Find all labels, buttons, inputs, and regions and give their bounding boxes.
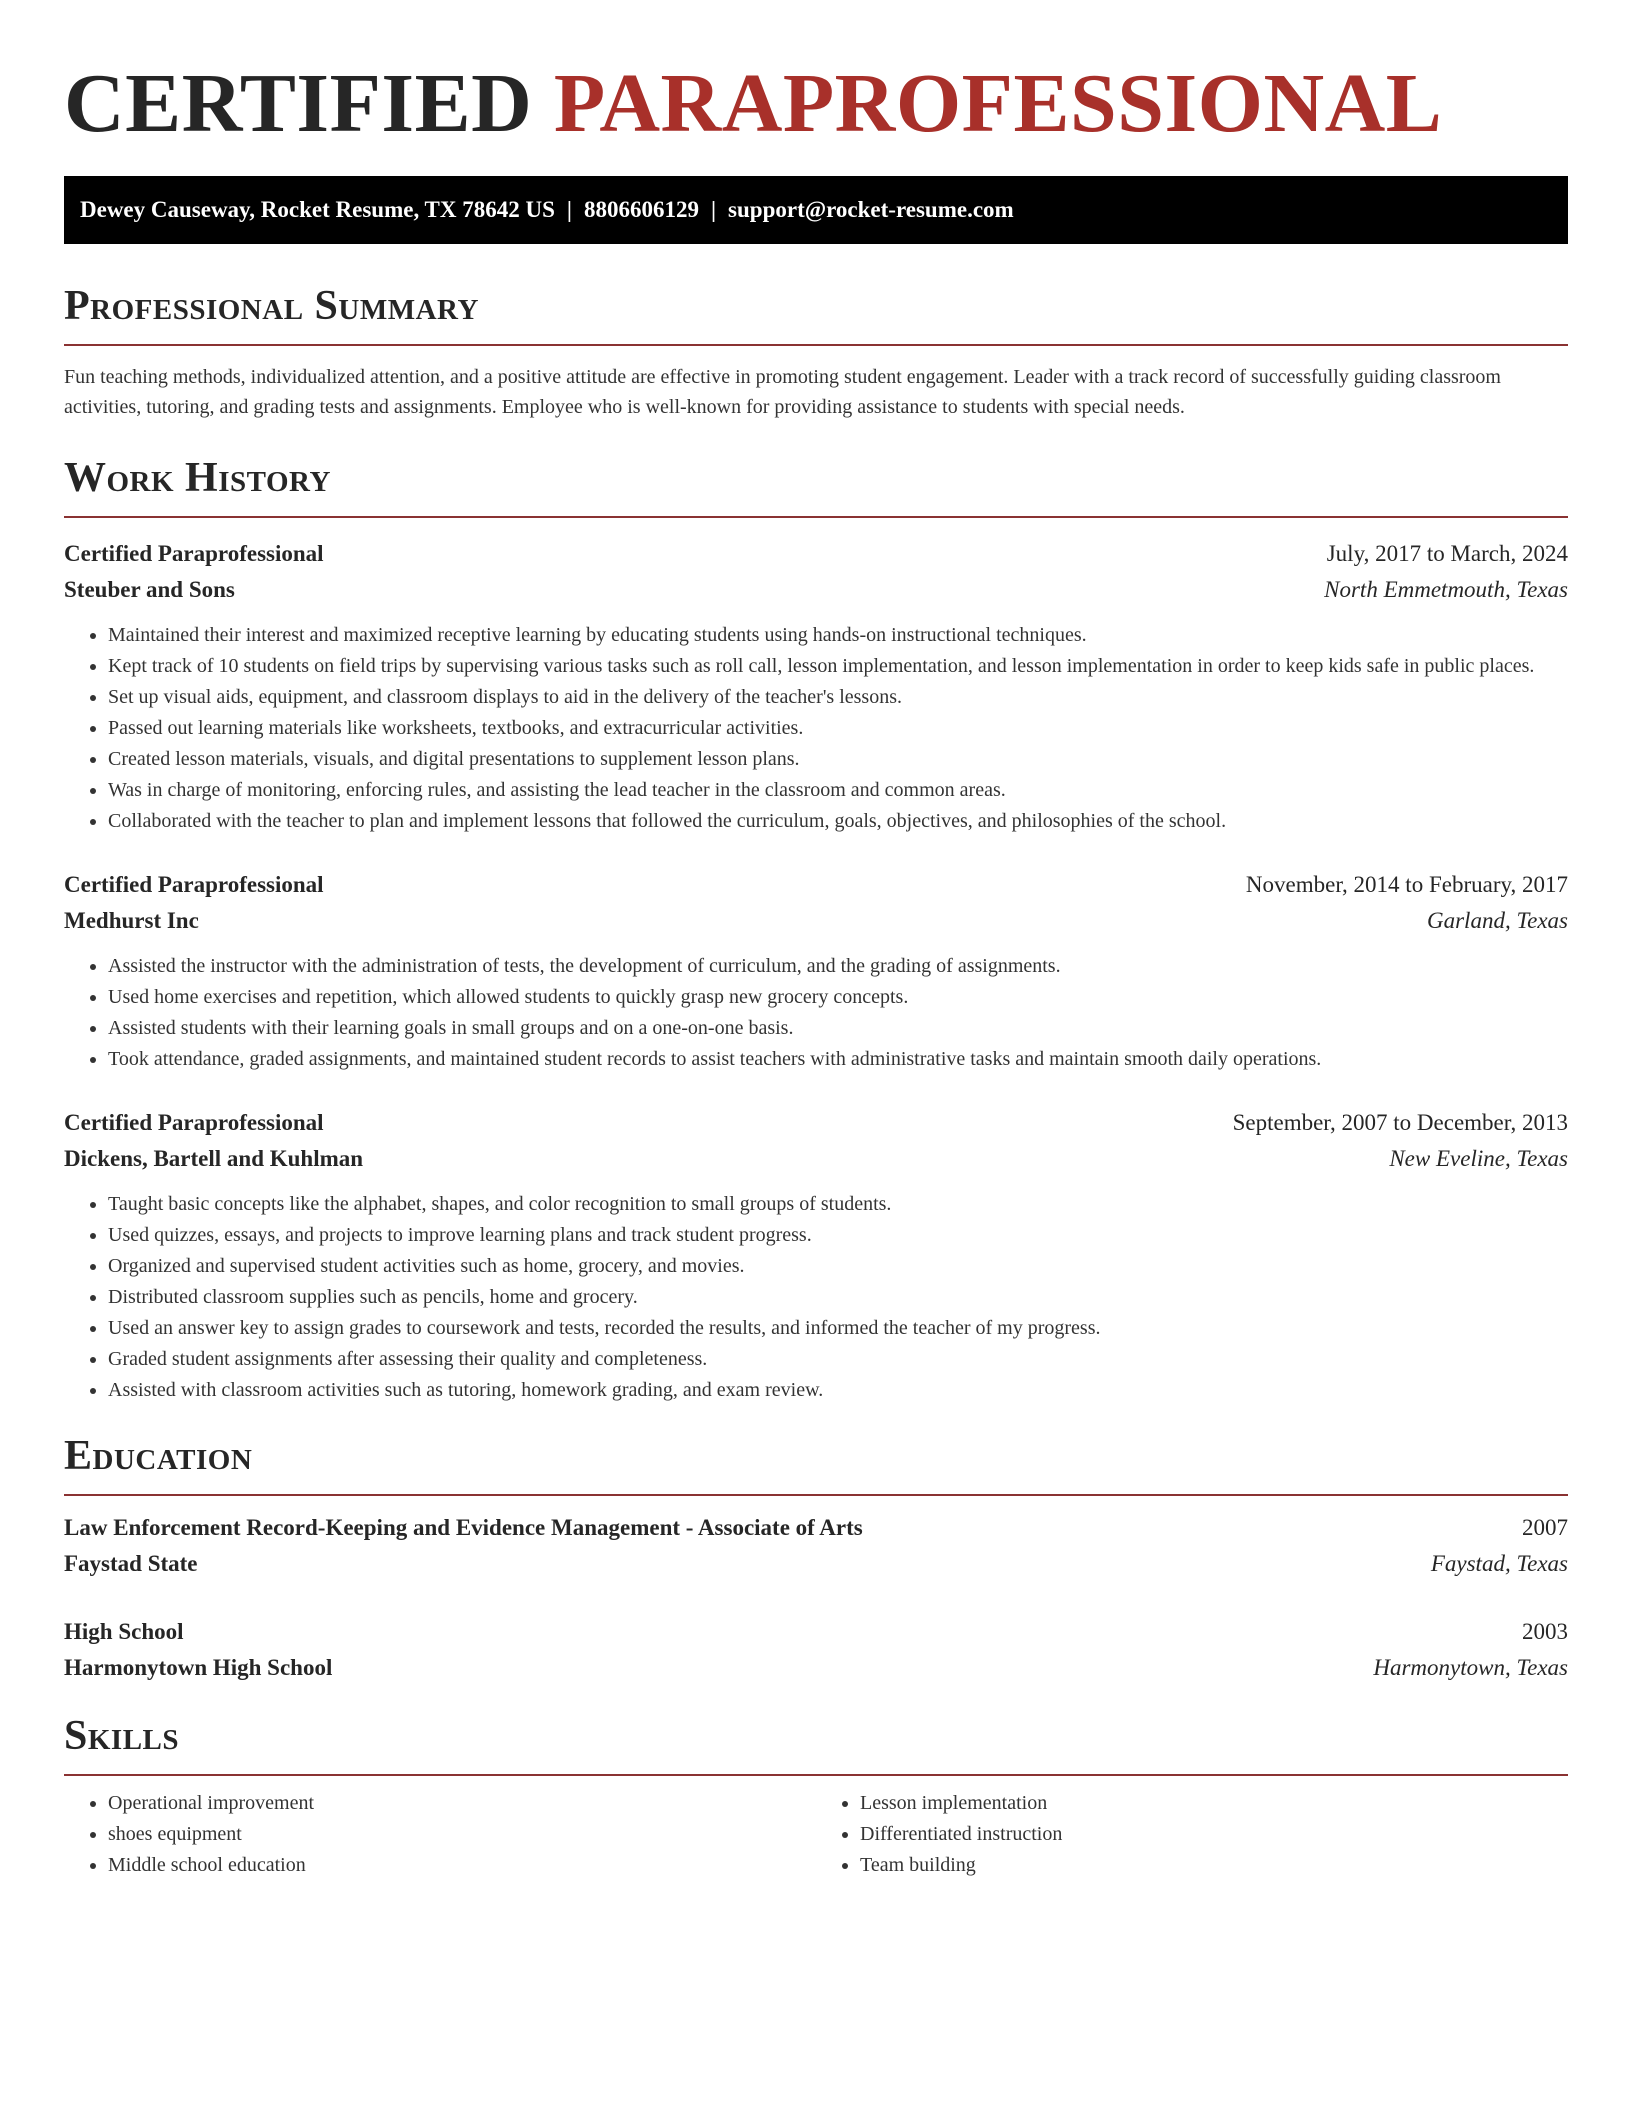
job-entry — [64, 536, 1568, 837]
education-school: Harmonytown High School — [64, 1655, 333, 1680]
summary-text: Fun teaching methods, individualized attention, and a positive attitude are effective in promoting student engagement. Leader with a track record of successfully guiding classroom activities, tutoring, and grading tests and assignments. Employee who is well-known for providing assistance to students with special needs. — [64, 366, 1501, 418]
education-location: Harmonytown, Texas — [1373, 1655, 1568, 1680]
list-item: • Kept track of 10 students on field trips by supervising various tasks such as roll call, lesson implementation, and lesson implementation in order to keep kids safe in public places. — [108, 651, 1568, 682]
section-divider — [64, 344, 1568, 346]
skills-section — [64, 1710, 1568, 1881]
job-bullets — [64, 620, 1568, 837]
job-location: North Emmetmouth, Texas — [1324, 577, 1568, 602]
skill-item: • Differentiated instruction — [860, 1819, 1568, 1850]
section-divider — [64, 1494, 1568, 1496]
job-company: Steuber and Sons — [64, 577, 235, 602]
skill-item: • Operational improvement — [108, 1788, 816, 1819]
education-year: 2003 — [1522, 1619, 1568, 1644]
job-dates: November, 2014 to February, 2017 — [1245, 872, 1568, 897]
list-item: • Taught basic concepts like the alphabet, shapes, and color recognition to small groups of students. — [108, 1189, 1568, 1220]
work-history-section — [64, 452, 1568, 1406]
job-entry — [64, 867, 1568, 1075]
job-dates: September, 2007 to December, 2013 — [1232, 1110, 1568, 1135]
job-bullets — [64, 1189, 1568, 1406]
list-item: • Used home exercises and repetition, which allowed students to quickly grasp new grocery concepts. — [108, 982, 1568, 1013]
education-section — [64, 1430, 1568, 1686]
job-bullets — [64, 951, 1568, 1075]
contact-phone: 8806606129 — [583, 197, 699, 222]
list-item: • Assisted students with their learning goals in small groups and on a one-on-one basis. — [108, 1013, 1568, 1044]
list-item: • Passed out learning materials like worksheets, textbooks, and extracurricular activities. — [108, 713, 1568, 744]
skill-item: • Middle school education — [108, 1850, 816, 1881]
resume-name — [64, 0, 1568, 176]
skills-columns — [64, 1788, 1568, 1881]
education-entry — [64, 1510, 1568, 1582]
section-title-education: Education — [64, 1433, 253, 1479]
section-title-skills: Skills — [64, 1713, 180, 1759]
skill-item: • shoes equipment — [108, 1819, 816, 1850]
job-company: Medhurst Inc — [64, 908, 199, 933]
name-first: CERTIFIED — [64, 57, 533, 150]
list-item: • Maintained their interest and maximized receptive learning by educating students using hands-on instructional techniques. — [108, 620, 1568, 651]
job-entry — [64, 1105, 1568, 1406]
list-item: • Created lesson materials, visuals, and digital presentations to supplement lesson plans. — [108, 744, 1568, 775]
skill-item: • Lesson implementation — [860, 1788, 1568, 1819]
contact-separator: | — [566, 197, 572, 222]
section-title-work-history: Work History — [64, 455, 331, 501]
education-degree: High School — [64, 1619, 184, 1644]
list-item: • Assisted the instructor with the administration of tests, the development of curriculum, and the grading of assignments. — [108, 951, 1568, 982]
section-title-summary: Professional Summary — [64, 283, 479, 329]
list-item: • Distributed classroom supplies such as pencils, home and grocery. — [108, 1282, 1568, 1313]
summary-section — [64, 280, 1568, 422]
skills-list-left — [64, 1788, 816, 1881]
section-divider — [64, 1774, 1568, 1776]
list-item: • Used an answer key to assign grades to coursework and tests, recorded the results, and informed the teacher of my progress. — [108, 1313, 1568, 1344]
education-year: 2007 — [1522, 1515, 1568, 1540]
contact-email: support@rocket-resume.com — [728, 197, 1014, 222]
job-location: Garland, Texas — [1427, 908, 1568, 933]
education-degree: Law Enforcement Record-Keeping and Evidence Management - Associate of Arts — [64, 1515, 863, 1540]
education-entry — [64, 1614, 1568, 1686]
contact-address: Dewey Causeway, Rocket Resume, TX 78642 US — [80, 197, 555, 222]
job-title: Certified Paraprofessional — [64, 541, 324, 566]
list-item: • Took attendance, graded assignments, and maintained student records to assist teachers with administrative tasks and maintain smooth daily operations. — [108, 1044, 1568, 1075]
job-title: Certified Paraprofessional — [64, 1110, 324, 1135]
skills-list-right — [816, 1788, 1568, 1881]
contact-bar — [64, 176, 1568, 244]
name-last: PARAPROFESSIONAL — [553, 57, 1443, 150]
education-school: Faystad State — [64, 1551, 198, 1576]
list-item: • Organized and supervised student activities such as home, grocery, and movies. — [108, 1251, 1568, 1282]
job-location: New Eveline, Texas — [1389, 1146, 1568, 1171]
list-item: • Collaborated with the teacher to plan and implement lessons that followed the curriculum, goals, objectives, and philosophies of the school. — [108, 806, 1568, 837]
education-location: Faystad, Texas — [1430, 1551, 1568, 1576]
contact-separator: | — [710, 197, 717, 222]
section-divider — [64, 516, 1568, 518]
list-item: • Set up visual aids, equipment, and classroom displays to aid in the delivery of the teacher's lessons. — [108, 682, 1568, 713]
job-title: Certified Paraprofessional — [64, 872, 324, 897]
list-item: • Graded student assignments after assessing their quality and completeness. — [108, 1344, 1568, 1375]
list-item: • Used quizzes, essays, and projects to improve learning plans and track student progress. — [108, 1220, 1568, 1251]
skill-item: • Team building — [860, 1850, 1568, 1881]
job-dates: July, 2017 to March, 2024 — [1326, 541, 1568, 566]
list-item: • Was in charge of monitoring, enforcing rules, and assisting the lead teacher in the classroom and common areas. — [108, 775, 1568, 806]
job-company: Dickens, Bartell and Kuhlman — [64, 1146, 364, 1171]
list-item: • Assisted with classroom activities such as tutoring, homework grading, and exam review. — [108, 1375, 1568, 1406]
